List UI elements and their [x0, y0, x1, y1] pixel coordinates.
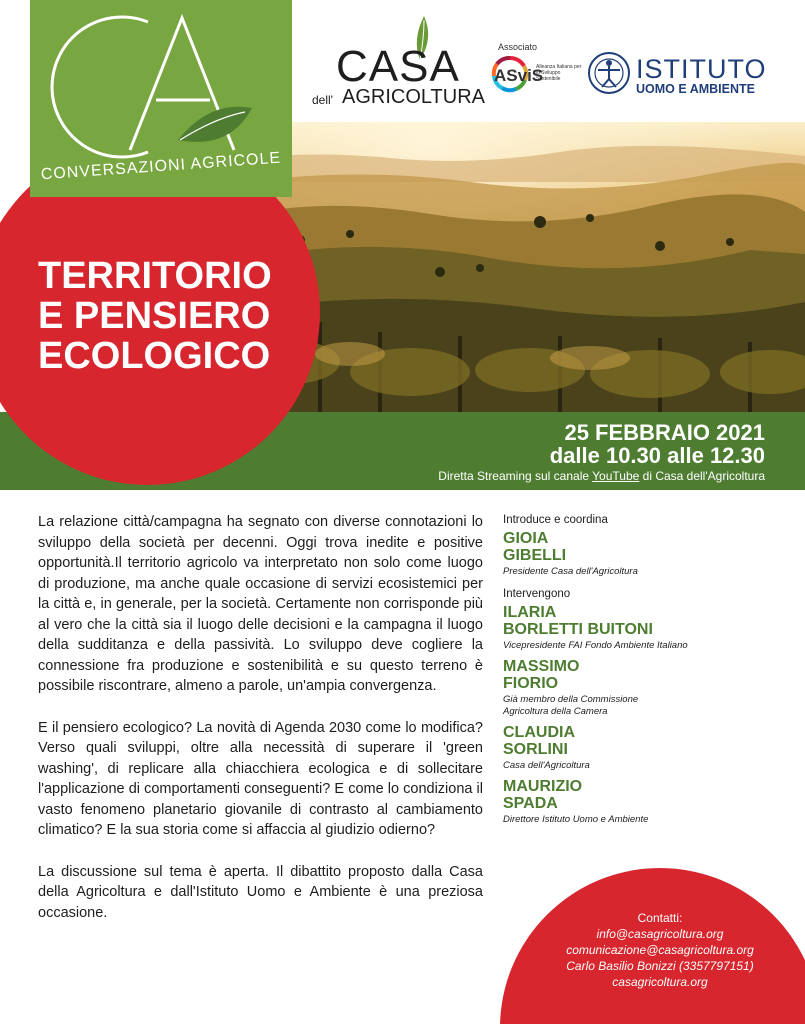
email-info-link[interactable]: info@casagricoltura.org: [596, 927, 724, 941]
speaker-last-name: FIORIO: [503, 675, 559, 692]
speaker-last-name: SPADA: [503, 795, 558, 812]
speaker-first-name: MAURIZIO: [503, 778, 583, 795]
speakers-list: [503, 514, 793, 832]
contacts-label: Contatti:: [637, 911, 683, 925]
title-line-2: E PENSIERO: [38, 295, 271, 337]
asvis-logo: [480, 42, 590, 112]
speaker-item: [503, 658, 793, 718]
istituto-word: ISTITUTO: [636, 54, 767, 84]
title-line-3: ECOLOGICO: [38, 335, 271, 377]
speaker-first-name: MASSIMO: [503, 658, 580, 675]
youtube-link[interactable]: YouTube: [592, 469, 640, 483]
intervengono-label: Intervengono: [503, 588, 571, 600]
ca-tagline: CONVERSAZIONI AGRICOLE: [40, 149, 282, 184]
speaker-last-name: SORLINI: [503, 741, 568, 758]
speaker-moderator: [503, 530, 793, 578]
speaker-first-name: GIOIA: [503, 530, 549, 547]
speaker-role: Presidente Casa dell'Agricoltura: [503, 566, 638, 577]
speaker-last-name: BORLETTI BUITONI: [503, 621, 653, 638]
asvis-associato: Associato: [498, 42, 538, 52]
casa-dell: dell': [312, 93, 333, 107]
casa-agricoltura-word: AGRICOLTURA: [342, 86, 485, 108]
speaker-first-name: ILARIA: [503, 604, 557, 621]
asvis-subtitle: Alleanza Italiana per lo Sviluppo Sostenibile: [536, 64, 582, 82]
contacts-block: [520, 910, 800, 990]
speaker-role: Casa dell'Agricoltura: [503, 760, 590, 771]
speaker-item: [503, 724, 793, 772]
title-line-1: TERRITORIO: [38, 255, 272, 297]
asvis-name: ASviS: [494, 66, 544, 85]
speaker-role: Vicepresidente FAI Fondo Ambiente Italiano: [503, 640, 688, 651]
stream-text-after: di Casa dell'Agricoltura: [639, 469, 765, 483]
event-title: [38, 256, 272, 376]
email-comunicazione-link[interactable]: comunicazione@casagricoltura.org: [566, 943, 754, 957]
ca-logo: [30, 0, 292, 197]
stream-text-before: Diretta Streaming sul canale: [438, 469, 593, 483]
event-time: dalle 10.30 alle 12.30: [549, 443, 765, 468]
speaker-role: Già membro della Commissione: [503, 694, 639, 705]
vineyard-hills-illustration: [230, 122, 805, 415]
speaker-role-line-2: Agricoltura della Camera: [503, 706, 608, 717]
speaker-last-name: GIBELLI: [503, 547, 567, 564]
description-paragraph-3: La discussione sul tema è aperta. Il dibattito proposto dalla Casa della Agricoltura e dall'Istituto Uomo e Ambiente è una preziosa occasione.: [38, 863, 483, 921]
streaming-info: [438, 469, 765, 483]
event-description: [38, 512, 483, 944]
speaker-item: [503, 604, 793, 652]
casa-agricoltura-logo: [312, 14, 485, 114]
description-paragraph-1: La relazione città/campagna ha segnato con diverse connotazioni lo sviluppo della società per decenni. Oggi trova inedite e positive opportunità.Il territorio agricolo va interpretato non solo come luogo di produzione, ma anche quale occasione di servizi ecosistemici per la città e, in generale, per la società. Certamente non corrisponde più al vero che la città sia il luogo delle decisioni e la campagna il luogo della sudditanza e della passività. Lo sviluppo deve cogliere la connessione fra produzione e sostenibilità e su questo terreno è possibile riscontrare, almeno a parole, un'ampia convergenza.: [38, 514, 483, 694]
speaker-role: Direttore Istituto Uomo e Ambiente: [503, 814, 649, 825]
event-date: 25 FEBBRAIO 2021: [564, 420, 765, 445]
vitruvian-man-icon: [586, 50, 632, 96]
speaker-item: [503, 778, 793, 826]
website-link[interactable]: casagricoltura.org: [612, 975, 708, 989]
contact-person: Carlo Basilio Bonizzi (3357797151): [566, 959, 754, 973]
description-paragraph-2: E il pensiero ecologico? La novità di Agenda 2030 come lo modifica? Verso quali sviluppi, oltre alla necessità di superare il 'green washing', di replicare alla chiacchiera ecologica e di sollecitare l'applicazione di comportamenti conseguenti? E come lo condiziona il vasto fenomeno planetario giovanile di contrasto al cambiamento climatico? E la sua storia come si affaccia al giudizio odierno?: [38, 719, 483, 838]
introduce-label: Introduce e coordina: [503, 514, 608, 526]
landscape-photo: [230, 122, 805, 415]
speaker-first-name: CLAUDIA: [503, 724, 575, 741]
uomo-ambiente-word: UOMO E AMBIENTE: [636, 82, 755, 96]
istituto-logo: [586, 46, 786, 106]
casa-word: CASA: [336, 42, 460, 91]
